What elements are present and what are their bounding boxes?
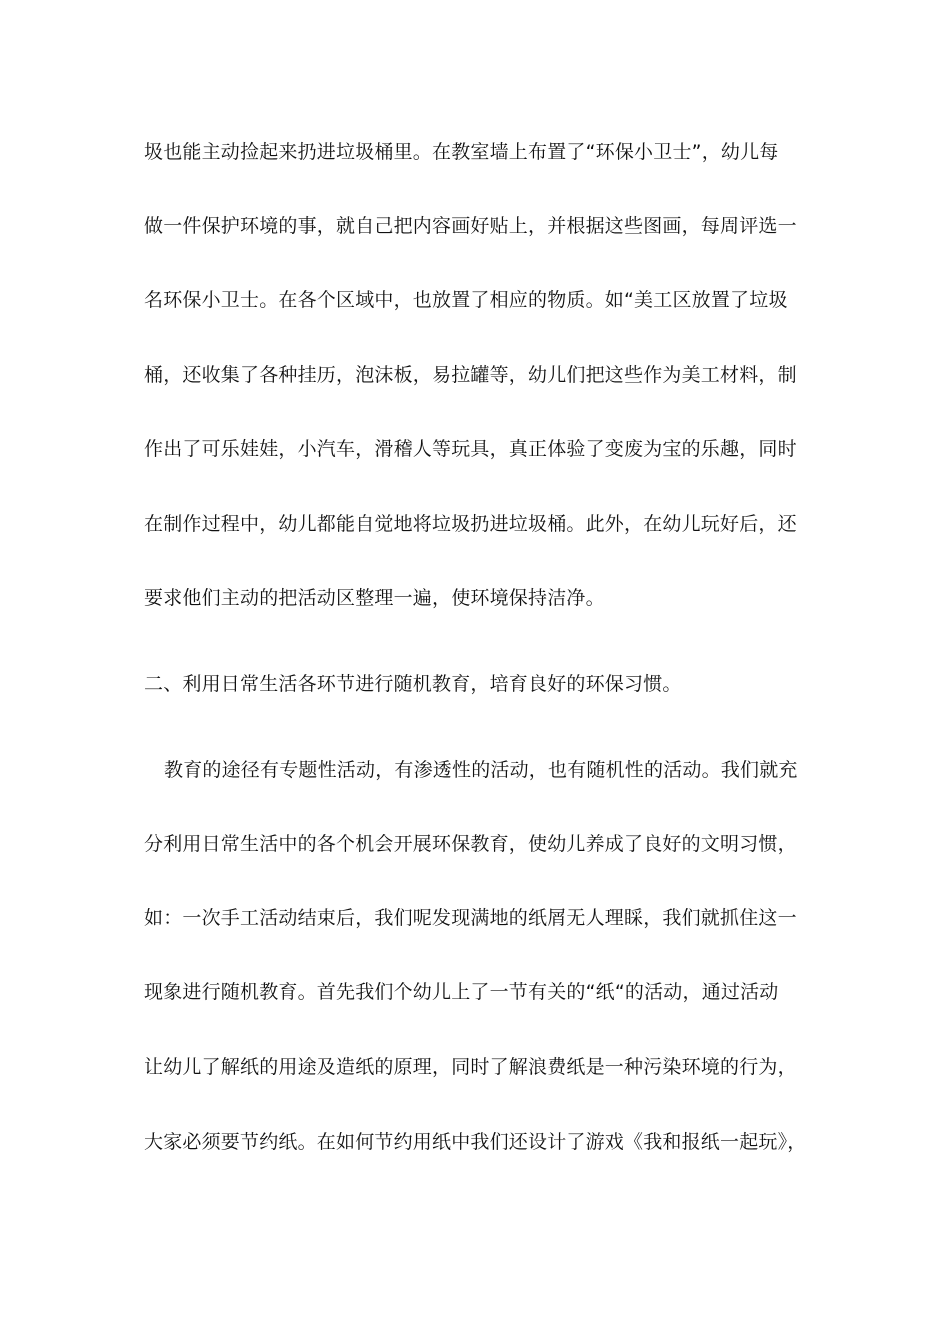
section-heading: 二、利用日常生活各环节进行随机教育，培育良好的环保习惯。 xyxy=(144,673,682,695)
paragraph-line: 让幼儿了解纸的用途及造纸的原理，同时了解浪费纸是一种污染环境的行为， xyxy=(144,1056,797,1078)
paragraph-line: 大家必须要节约纸。在如何节约用纸中我们还设计了游戏《我和报纸一起玩》， xyxy=(144,1131,807,1153)
paragraph-line: 教育的途径有专题性活动，有渗透性的活动，也有随机性的活动。我们就充 xyxy=(164,759,798,781)
paragraph-line: 桶，还收集了各种挂历，泡沫板，易拉罐等，幼儿们把这些作为美工材料，制 xyxy=(144,364,797,386)
paragraph-line: 要求他们主动的把活动区整理一遍，使环境保持洁净。 xyxy=(144,587,605,609)
paragraph-line: 做一件保护环境的事，就自己把内容画好贴上，并根据这些图画，每周评选一 xyxy=(144,215,797,237)
paragraph-line: 圾也能主动捡起来扔进垃圾桶里。在教室墙上布置了“环保小卫士”，幼儿每 xyxy=(144,141,779,163)
paragraph-line: 现象进行随机教育。首先我们个幼儿上了一节有关的“纸“的活动，通过活动 xyxy=(144,981,779,1003)
paragraph-line: 作出了可乐娃娃，小汽车，滑稽人等玩具，真正体验了变废为宝的乐趣，同时 xyxy=(144,438,797,460)
paragraph-line: 在制作过程中，幼儿都能自觉地将垃圾扔进垃圾桶。此外，在幼儿玩好后，还 xyxy=(144,513,797,535)
paragraph-line: 分利用日常生活中的各个机会开展环保教育，使幼儿养成了良好的文明习惯， xyxy=(144,833,797,855)
paragraph-line: 如：一次手工活动结束后，我们呢发现满地的纸屑无人理睬，我们就抓住这一 xyxy=(144,907,797,929)
paragraph-line: 名环保小卫士。在各个区域中，也放置了相应的物质。如“美工区放置了垃圾 xyxy=(144,289,788,311)
